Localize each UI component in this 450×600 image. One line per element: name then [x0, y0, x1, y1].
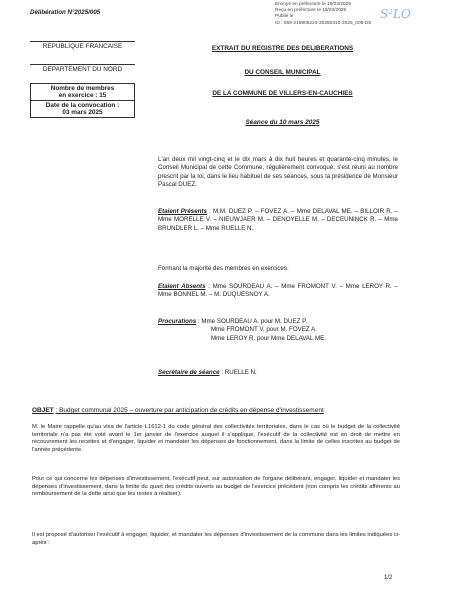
procurations-label: Procurations [158, 318, 197, 325]
paragraph-proposal: Il est proposé d'autoriser l'exécutif à engager, liquider, et mandater les dépenses d'investissement de la commune dans les limites indiquées ci-après : [32, 532, 400, 546]
s2lo-logo: S²LO [380, 7, 411, 21]
absent-members [158, 283, 398, 300]
stamp-line-id: ID : 059-215906223-20250310-2025_005-DE [275, 20, 372, 26]
secretary-line [158, 369, 398, 377]
members-count: en exercice : 15 [58, 92, 107, 99]
members-label: Nombre de membres [50, 85, 115, 92]
object-label: OBJET [32, 407, 54, 414]
intro-paragraph: L'an deux mil vingt-cinq et le dix mars à dix huit heures et quarante-cinq minutes, le Conseil Municipal de cette Commune, régulièrement convoqué, s'est réuni au nombre prescrit par la loi, dans le lieu habituel de ses séances, sous la présidence de Monsieur Pascal DUEZ. [158, 156, 398, 188]
stamp-line-received: Reçu en préfecture le 18/03/2025 [275, 8, 347, 14]
present-list: : M.M. DUEZ P. – FOVEZ A. – Mme DELAVAL ME. – BILLOIR R. – Mme MORELLE V. – NIEUWJAER M. – DENOYELLE M. – DECEUNINCK R. – Mme BRUNDLER L. – Mme RUELLE N. [158, 208, 398, 232]
council-title: DU CONSEIL MUNICIPAL [244, 69, 321, 76]
present-label: Etaient Présents [158, 208, 207, 215]
object-line [32, 407, 402, 415]
convocation-box [30, 101, 135, 118]
convocation-date: 03 mars 2025 [62, 109, 103, 116]
deliberation-reference: Délibération N°2025/005 [30, 9, 101, 16]
department-label: DEPARTEMENT DU NORD [30, 64, 135, 73]
object-text: : Budget communal 2025 – ouverture par anticipation de crédits en dépense d'investissement [55, 407, 324, 414]
majority-statement: Formant la majorité des membres en exercices. [158, 265, 289, 272]
procurations-block [158, 318, 398, 343]
procuration-line-1: : Mme SOURDEAU A. pour M. DUEZ P. [197, 318, 308, 325]
secretary-name: : RUELLE N. [221, 369, 257, 376]
procuration-line-3: Mme LEROY R. pour Mme DELAVAL ME. [211, 334, 326, 342]
absent-list: : Mme SOURDEAU A. – Mme FROMONT V. – Mme LEROY R. – Mme BONNEL M. – M. DUQUESNOY A. [158, 283, 398, 299]
left-column [30, 41, 135, 118]
right-column [160, 45, 405, 126]
stamp-line-sent: Envoyé en préfecture le 18/03/2025 [275, 2, 352, 7]
absent-label: Etaient Absents [158, 283, 206, 290]
paragraph-legal-reminder: M. le Maire rappelle qu'au visa de l'article L1612-1 du code général des collectivités territoriales, dans le cas où le budget de la collectivité territoriale n'a pas été voté avant le 1er janvier de l'exercice auquel il s'applique, l'exécutif de la collectivité est en droit de mettre en recouvrement les recettes et d'engager, liquider et mandater les dépenses de fonctionnement, dans la limite de celles inscrites au budget de l'année précédente. [32, 424, 400, 453]
secretary-label: Secrétaire de séance [158, 369, 220, 376]
republic-label: REPUBLIQUE FRANCAISE [30, 41, 135, 50]
page-number: 1/2 [384, 575, 393, 581]
commune-title: DE LA COMMUNE DE VILLERS-EN-CAUCHIES [212, 90, 353, 97]
session-date: Séance du 10 mars 2025 [245, 119, 320, 126]
procuration-line-2: Mme FROMONT V. pour M. FOVEZ A. [211, 326, 317, 334]
present-members [158, 208, 398, 233]
members-box [30, 83, 135, 101]
register-title: EXTRAIT DU REGISTRE DES DELIBERATIONS [211, 45, 354, 52]
stamp-line-published: Publié le [275, 14, 294, 20]
convocation-label: Date de la convocation : [45, 102, 120, 109]
paragraph-investment: Pour ce qui concerne les dépenses d'investissement, l'exécutif peut, sur autorisation de l'organe délibérant, engager, liquider et mandater les dépenses d'investissement, dans la limite du quart des crédits ouverts au budget de l'exercice précédent (non compris les crédits afférents au remboursement de la dette ainsi que les restes à réaliser). [32, 476, 400, 498]
